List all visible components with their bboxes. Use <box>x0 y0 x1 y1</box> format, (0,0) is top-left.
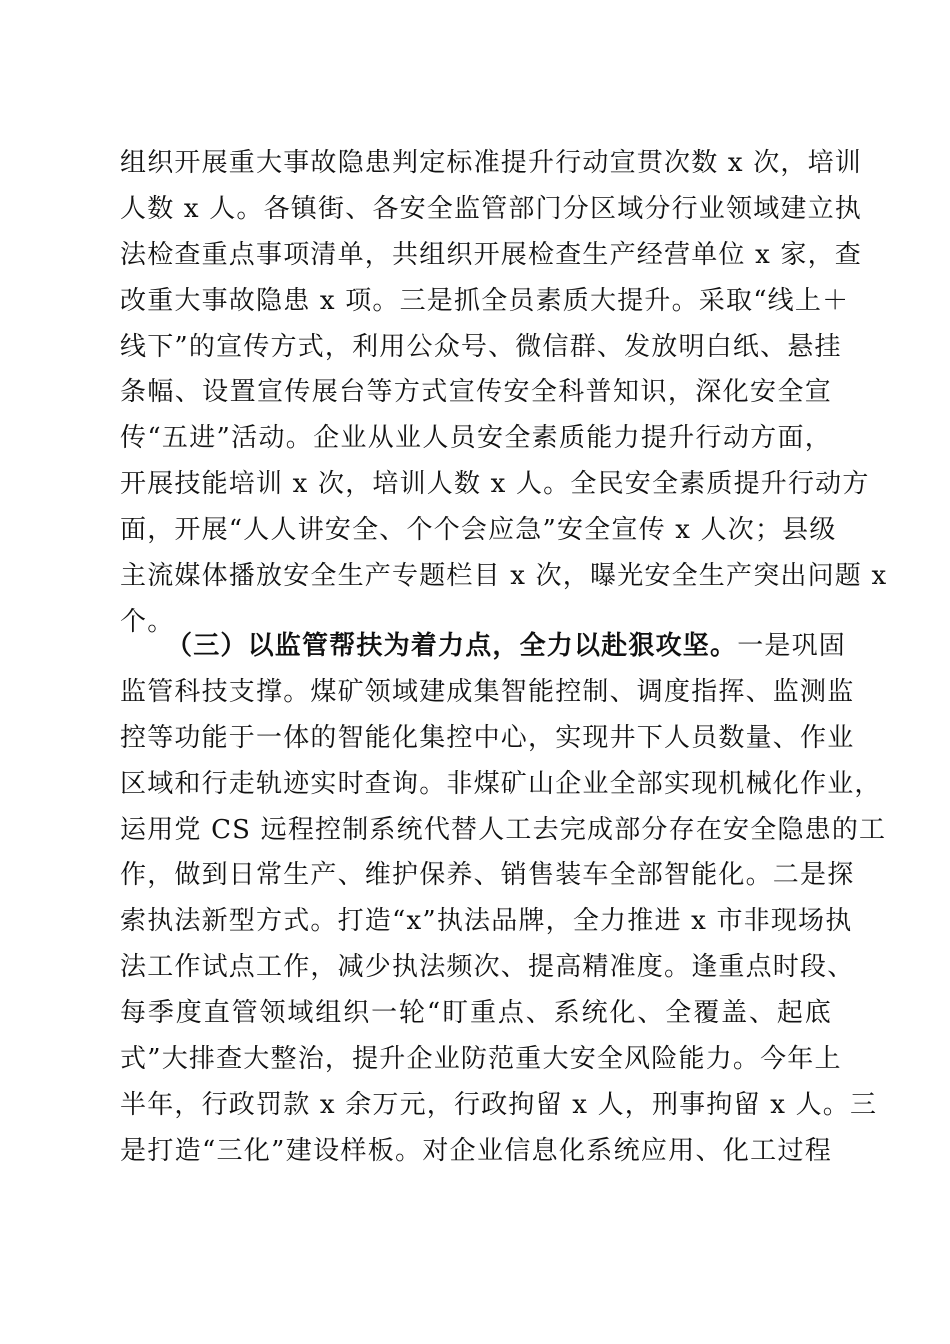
heading-line-continuation: 一是巩固 <box>737 631 847 661</box>
paragraph-line: 人数 x 人。各镇街、各安全监管部门分区域分行业领域建立执 <box>120 193 862 224</box>
paragraph-line: 监管科技支撑。煤矿领域建成集智能控制、调度指挥、监测监 <box>120 676 855 707</box>
paragraph-line: 式”大排查大整治，提升企业防范重大安全风险能力。今年上 <box>120 1044 842 1075</box>
paragraph-line: 区域和行走轨迹实时查询。非煤矿山企业全部实现机械化作业， <box>120 768 882 799</box>
paragraph-line: 控等功能于一体的智能化集控中心，实现井下人员数量、作业 <box>120 722 855 753</box>
paragraph-line: 组织开展重大事故隐患判定标准提升行动宣贯次数 x 次，培训 <box>120 148 862 178</box>
paragraph-line: 每季度直管领域组织一轮“盯重点、系统化、全覆盖、起底 <box>120 998 832 1029</box>
paragraph-line: 条幅、设置宣传展台等方式宣传安全科普知识，深化安全宣 <box>120 377 832 408</box>
section-heading: （三）以监管帮扶为着力点，全力以赴狠攻坚。 <box>166 631 738 661</box>
paragraph-line: 传“五进”活动。企业从业人员安全素质能力提升行动方面， <box>120 423 832 454</box>
paragraph-line: 半年，行政罚款 x 余万元，行政拘留 x 人，刑事拘留 x 人。三 <box>120 1089 878 1120</box>
paragraph-line: 开展技能培训 x 次，培训人数 x 人。全民安全素质提升行动方 <box>120 469 870 500</box>
paragraph-line: 主流媒体播放安全生产专题栏目 x 次，曝光安全生产突出问题 x <box>120 561 888 592</box>
paragraph-line: 运用党 CS 远程控制系统代替人工去完成部分存在安全隐患的工 <box>120 814 887 845</box>
paragraph-line: 线下”的宣传方式，利用公众号、微信群、发放明白纸、悬挂 <box>120 331 842 362</box>
paragraph-line: 法检查重点事项清单，共组织开展检查生产经营单位 x 家，查 <box>120 239 862 270</box>
paragraph-line: 法工作试点工作，减少执法频次、提高精准度。逢重点时段、 <box>120 952 855 983</box>
paragraph-line-last: 个。 <box>120 606 175 637</box>
paragraph-line: 索执法新型方式。打造“x”执法品牌，全力推进 x 市非现场执 <box>120 906 853 937</box>
paragraph-line: 是打造“三化”建设样板。对企业信息化系统应用、化工过程 <box>120 1135 832 1166</box>
paragraph-line: 面，开展“人人讲安全、个个会应急”安全宣传 x 人次；县级 <box>120 515 837 546</box>
paragraph-line: 作，做到日常生产、维护保养、销售装车全部智能化。二是探 <box>120 860 855 891</box>
paragraph-2 <box>120 624 887 1175</box>
section-heading-line <box>120 624 847 670</box>
paragraph-line: 改重大事故隐患 x 项。三是抓全员素质大提升。采取“线上＋ <box>120 285 850 316</box>
